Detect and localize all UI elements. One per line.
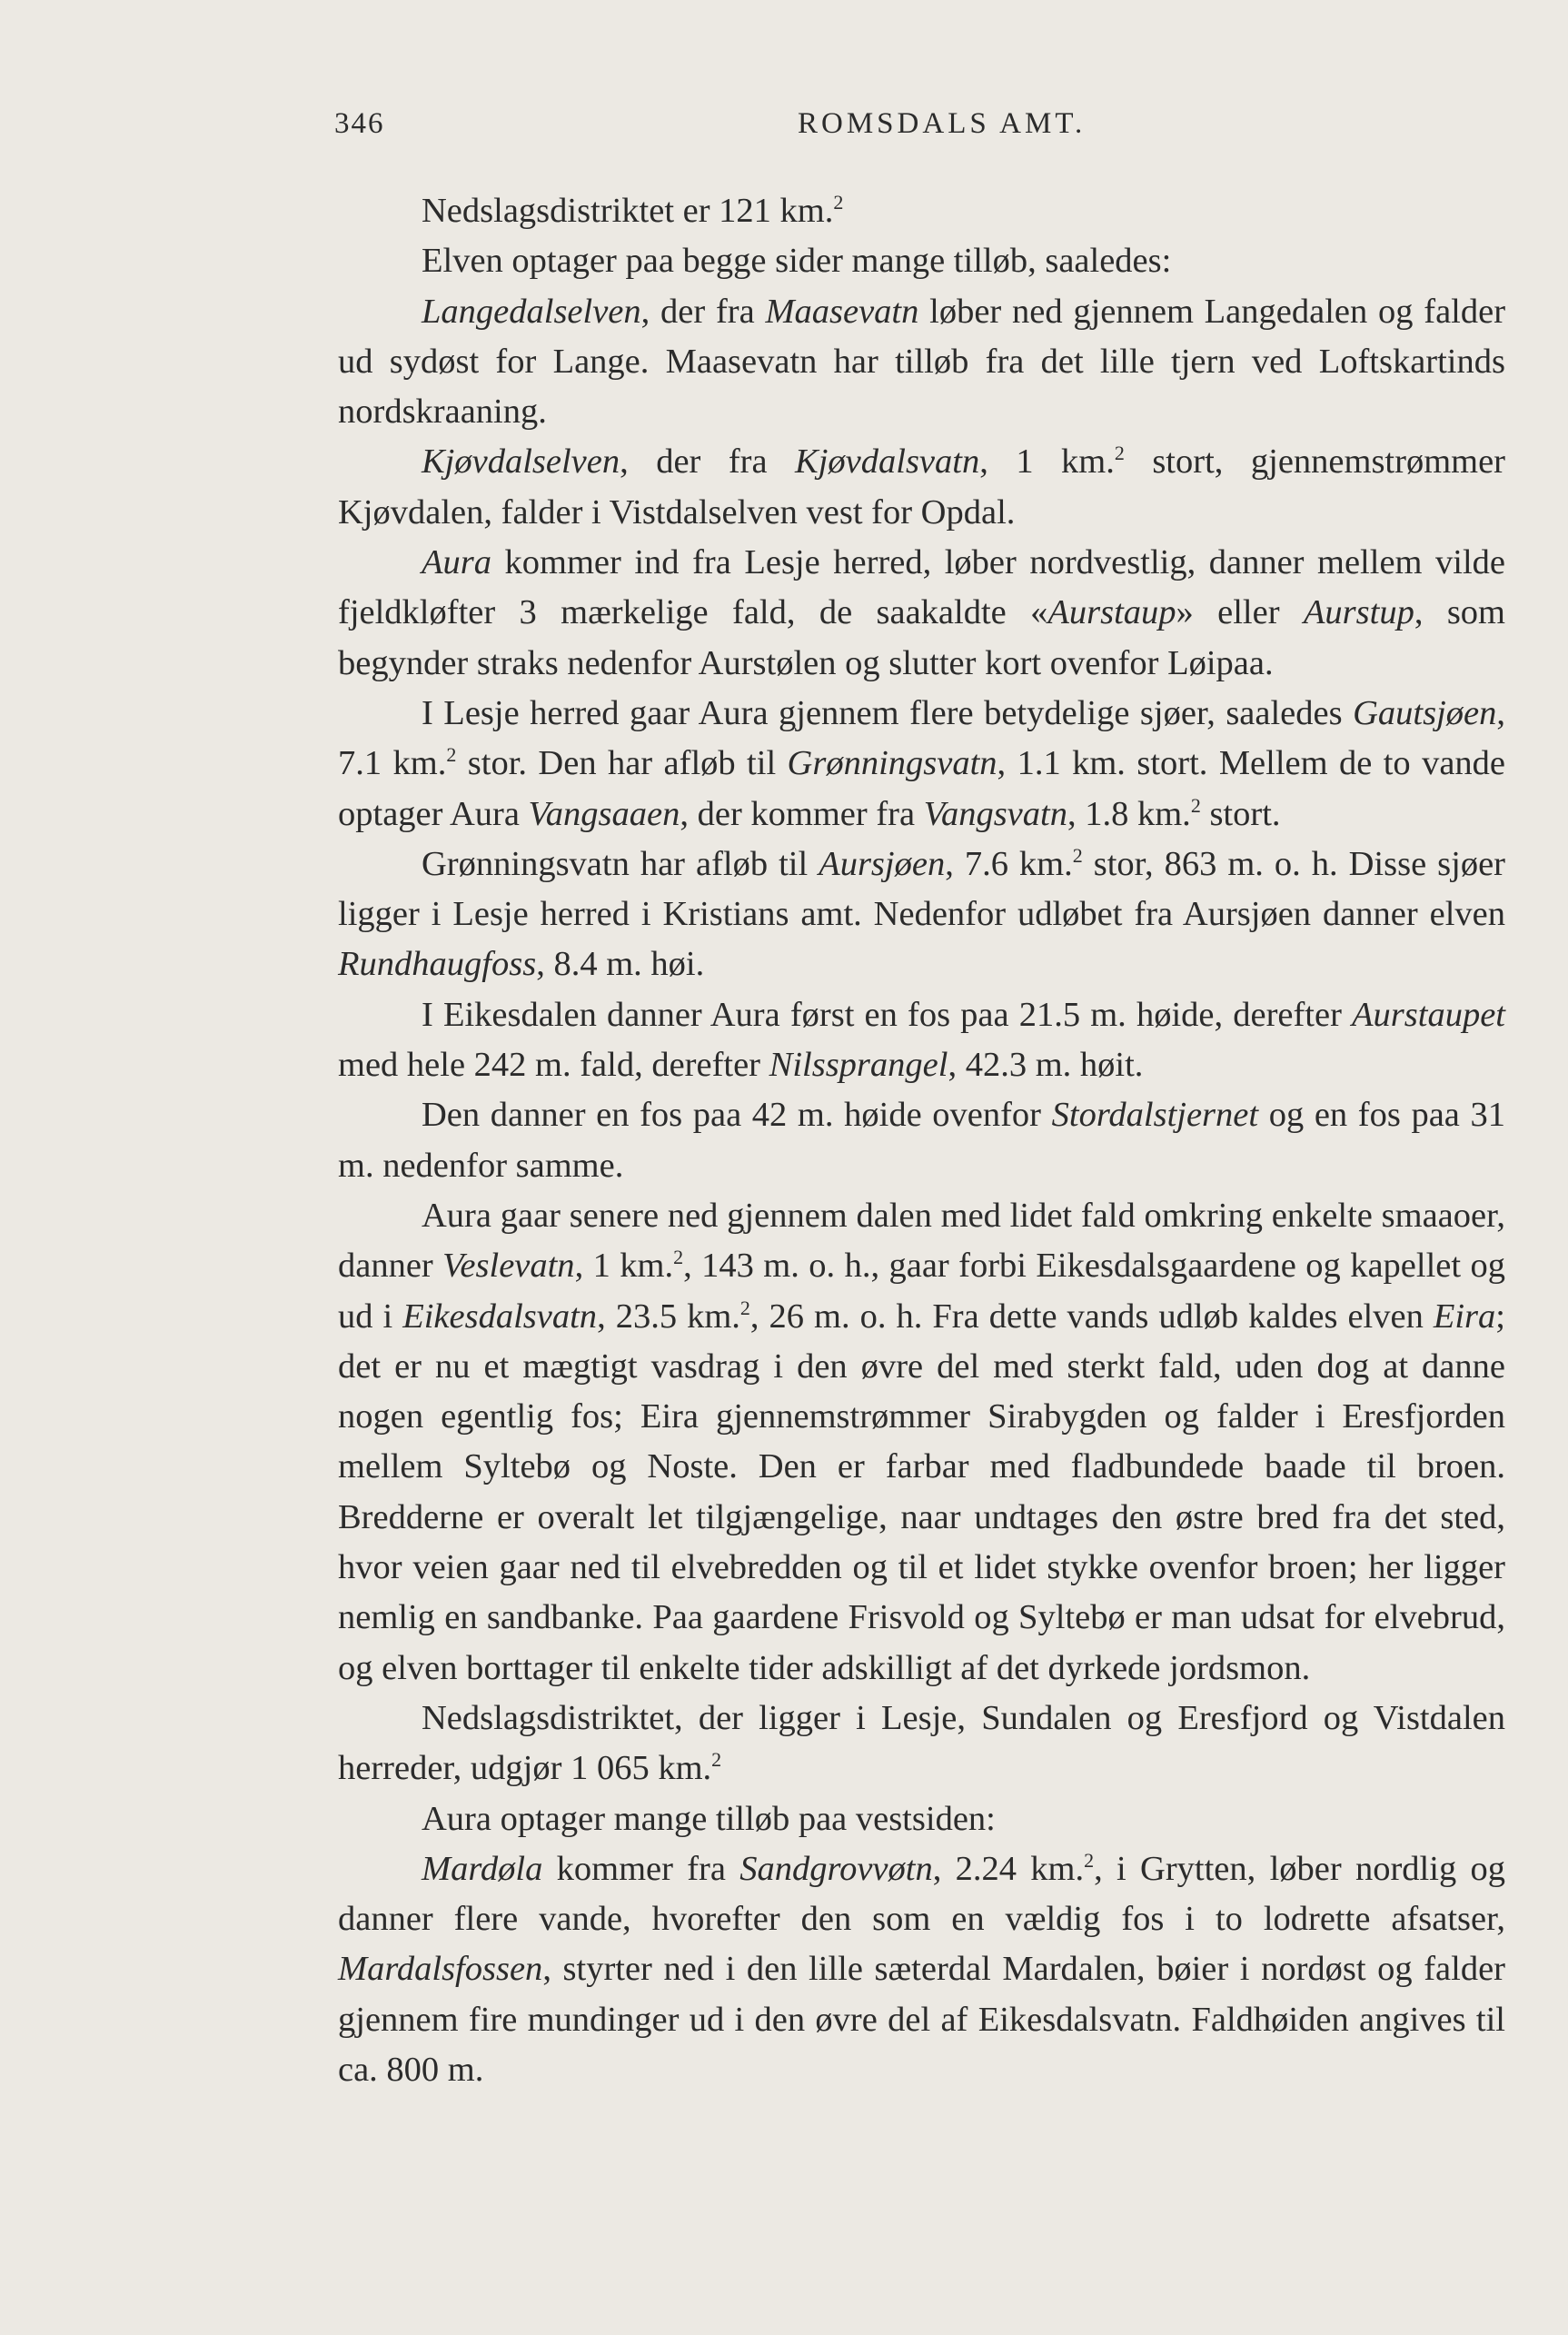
text-run: , 26 m. o. h. Fra dette vands udløb kaldes elven (749, 1297, 1434, 1336)
paragraph (338, 1090, 1505, 1191)
text-run: med hele 242 m. fald, derefter (338, 1046, 769, 1085)
italic-term: Eira (1433, 1297, 1496, 1336)
italic-term: Kjøvdalsvatn (795, 442, 980, 482)
italic-term: Stordalstjernet (1051, 1096, 1259, 1135)
text-run: , der fra (620, 442, 796, 482)
italic-term: Langedalselven (422, 292, 641, 331)
text-run: stor, 863 m. o. h. Disse sjøer ligger i Lesje herred i Kristians amt. Nedenfor udløbet fra Aursjøen danner elven (338, 844, 1506, 934)
text-run: , 23.5 km. (597, 1297, 740, 1336)
text-run: , 7.6 km. (945, 844, 1073, 883)
text-run: , 1 km. (574, 1247, 674, 1286)
text-run: , som begynder straks nedenfor Aurstølen og slutter kort ovenfor Løipaa. (338, 593, 1506, 682)
text-run: stort, gjennemstrømmer Kjøvdalen, falder i Vistdalselven vest for Opdal. (338, 442, 1505, 532)
text-run: I Eikesdalen danner Aura først en fos paa 21.5 m. høide, derefter (422, 995, 1353, 1034)
superscript: 2 (446, 743, 457, 767)
running-head (334, 107, 1486, 153)
text-run: kommer fra (542, 1849, 740, 1888)
italic-term: Kjøvdalselven (422, 442, 620, 482)
superscript: 2 (1084, 1848, 1095, 1872)
paragraph (338, 990, 1505, 1091)
superscript: 2 (1114, 442, 1125, 465)
paragraph (338, 689, 1505, 840)
paragraph (338, 1844, 1505, 2095)
text-run: , 42.3 m. høit. (948, 1046, 1144, 1085)
text-run: , 8.4 m. høi. (536, 945, 705, 984)
italic-term: Rundhaugfoss (338, 945, 537, 984)
text-run: » eller (1176, 593, 1304, 632)
paragraph (338, 236, 1505, 286)
text-run: , 2.24 km. (932, 1849, 1085, 1888)
paragraph (338, 287, 1505, 438)
italic-term: Aurstaup (1047, 593, 1176, 632)
paragraph (338, 1191, 1505, 1694)
text-run: kommer ind fra Lesje herred, løber nordvestlig, danner mellem vilde fjeldkløfter 3 mærkelige fald, de saakaldte « (338, 543, 1505, 632)
text-run: løber ned gjennem Langedalen og falder ud sydøst for Lange. Maasevatn har tilløb fra det lille tjern ved Loftskartinds nordskraaning. (338, 292, 1506, 432)
text-run: og en fos paa 31 m. nedenfor samme. (338, 1096, 1505, 1185)
italic-term: Aura (422, 543, 491, 582)
body-text (338, 186, 1505, 2095)
text-run: , 7.1 km. (338, 693, 1505, 783)
italic-term: Vangsvatn (923, 794, 1067, 833)
italic-term: Mardøla (422, 1849, 543, 1888)
text-run: , 1.1 km. stort. Mellem de to vande optager Aura (338, 744, 1505, 833)
italic-term: Aursjøen (819, 844, 946, 883)
header-title: ROMSDALS AMT. (798, 107, 1087, 140)
text-run: I Lesje herred gaar Aura gjennem flere betydelige sjøer, saaledes (422, 693, 1354, 732)
italic-term: Aurstaupet (1352, 995, 1505, 1034)
italic-term: Mardalsfossen (338, 1950, 543, 1989)
paragraph (338, 1694, 1505, 1794)
page-number: 346 (334, 107, 385, 140)
superscript: 2 (673, 1246, 684, 1269)
text-run: Nedslagsdistriktet er 121 km. (422, 192, 834, 230)
text-run: , 1 km. (979, 442, 1115, 482)
paragraph (338, 186, 1505, 236)
paragraph (338, 538, 1505, 689)
superscript: 2 (1072, 843, 1083, 867)
italic-term: Grønningsvatn (787, 744, 997, 783)
italic-term: Nilssprangel (769, 1046, 948, 1085)
superscript: 2 (1190, 793, 1201, 817)
italic-term: Sandgrovvøtn (739, 1849, 933, 1888)
italic-term: Eikesdalsvatn (402, 1297, 598, 1336)
text-run: stor. Den har afløb til (456, 744, 788, 783)
text-run: Aura optager mange tilløb paa vestsiden: (422, 1799, 996, 1838)
text-run: stort. (1200, 794, 1281, 833)
paragraph (338, 840, 1505, 990)
superscript: 2 (739, 1296, 750, 1319)
paragraph (338, 437, 1505, 538)
italic-term: Vangsaaen (528, 794, 680, 833)
text-run: Elven optager paa begge sider mange tilløb, saaledes: (422, 242, 1172, 281)
text-run: , i Grytten, løber nordlig og danner flere vande, hvorefter den som en vældig fos i to lodrette afsatser, (338, 1849, 1505, 1939)
text-run: Den danner en fos paa 42 m. høide ovenfor (422, 1096, 1052, 1135)
text-run: ; det er nu et mægtigt vasdrag i den øvre del med sterkt fald, uden dog at danne nogen egentlig fos; Eira gjennemstrømmer Sirabygden og falder i Eresfjorden mellem Syltebø og Noste. Den er farbar med fladbundede baade til broen. Bredderne er overalt let tilgjængelige, naar undtages den østre bred fra det sted, hvor veien gaar ned til elvebredden og til et lidet stykke ovenfor broen; her ligger nemlig en sandbanke. Paa gaardene Frisvold og Syltebø er man udsat for elvebrud, og elven borttager til enkelte tider adskilligt af det dyrkede jordsmon. (338, 1297, 1505, 1687)
text-run: , der fra (640, 292, 766, 331)
italic-term: Maasevatn (765, 292, 919, 331)
italic-term: Veslevatn (442, 1247, 575, 1286)
paragraph (338, 1794, 1505, 1844)
text-run: Nedslagsdistriktet, der ligger i Lesje, Sundalen og Eresfjord og Vistdalen herreder, udgjør 1 065 km. (338, 1698, 1505, 1788)
italic-term: Gautsjøen (1353, 693, 1497, 732)
superscript: 2 (833, 191, 844, 214)
text-run: , 1.8 km. (1067, 794, 1191, 833)
text-run: , der kommer fra (680, 794, 924, 833)
text-run: , styrter ned i den lille sæterdal Mardalen, bøier i nordøst og falder gjennem fire mundinger ud i den øvre del af Eikesdalsvatn. Faldhøiden angives til ca. 800 m. (338, 1950, 1505, 2089)
text-run: Aura gaar senere ned gjennem dalen med lidet fald omkring enkelte smaaoer, danner (338, 1196, 1505, 1286)
italic-term: Aurstup (1303, 593, 1414, 632)
text-run: Grønningsvatn har afløb til (422, 844, 819, 883)
text-run: , 143 m. o. h., gaar forbi Eikesdalsgaardene og kapellet og ud i (338, 1247, 1505, 1336)
superscript: 2 (711, 1748, 722, 1772)
